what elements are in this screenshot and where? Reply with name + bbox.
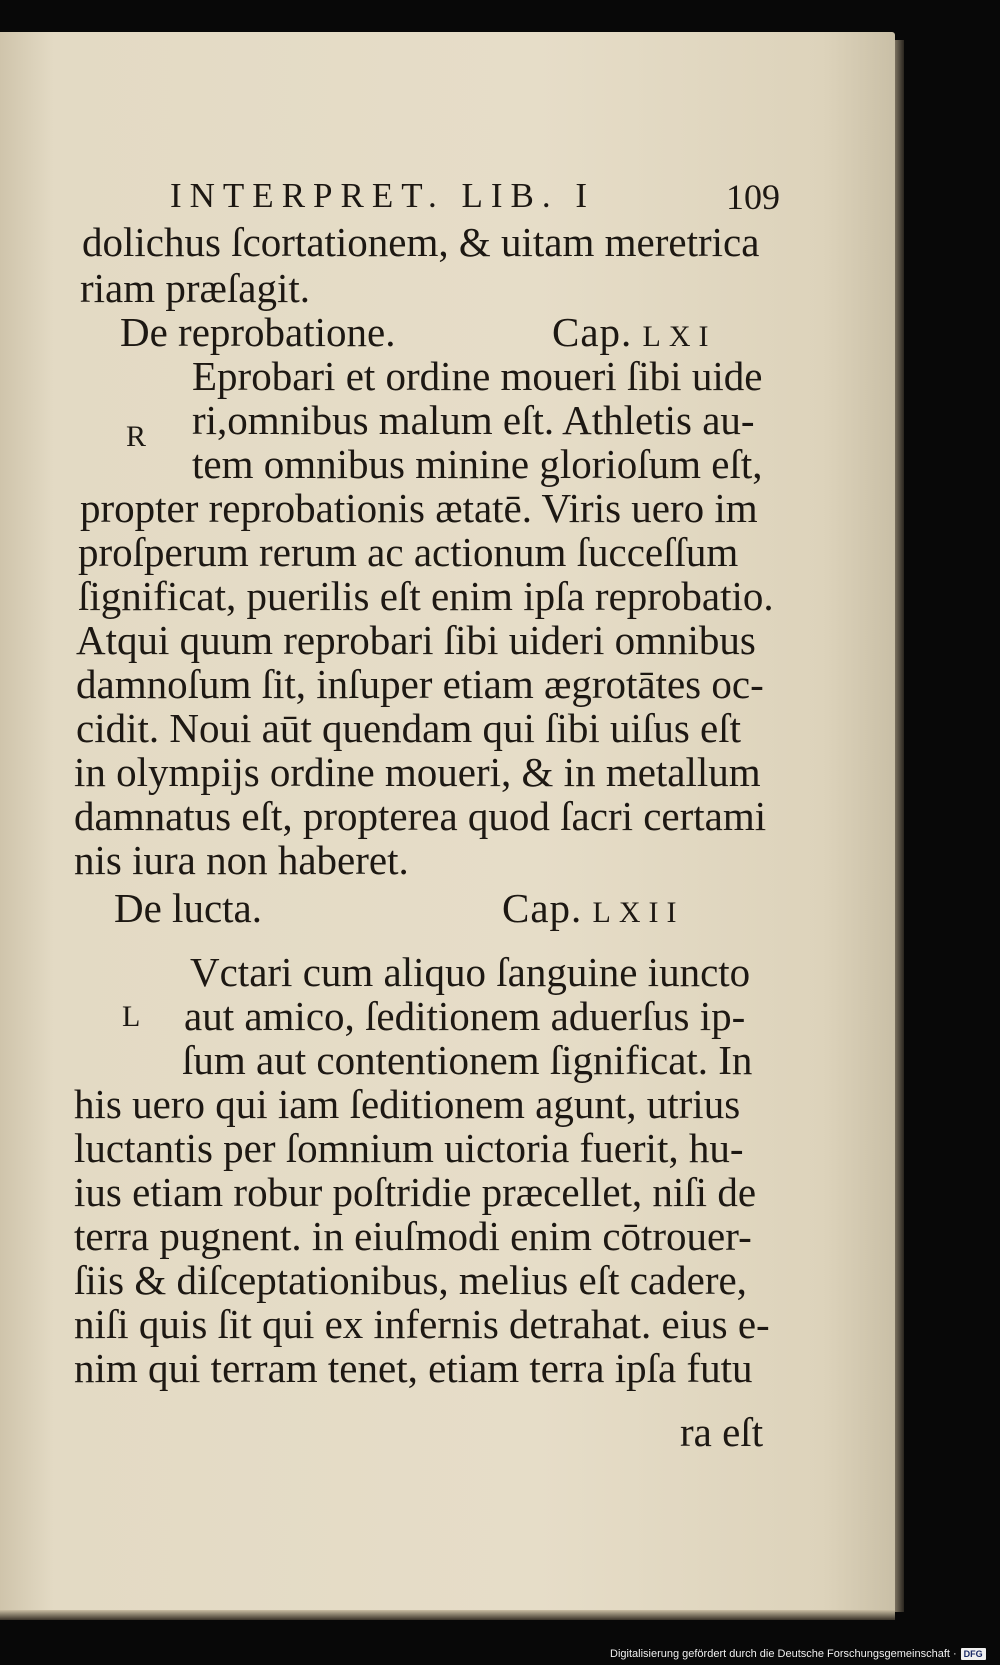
text-line: terra pugnent. in eiuſmodi enim cōtrouer- [74,1213,752,1259]
page-bottom-edge [0,1610,895,1620]
text-line: luctantis per ſomnium uictoria fuerit, hu- [74,1125,744,1171]
text-line: nis iura non haberet. [74,837,409,883]
text-line: aut amico, ſeditionem aduerſus ip- [184,993,746,1039]
initial-letter: R [126,420,147,453]
text-line: dolichus ſcortationem, & uitam meretrica [82,219,760,265]
initial-letter: L [122,1000,141,1033]
digitization-credit [610,1646,986,1662]
running-title: INTERPRET. LIB. I [170,176,596,215]
text-line: Eprobari et ordine moueri ſibi uide [192,353,763,399]
text-line: cidit. Noui aūt quendam qui ſibi uiſus eſt [76,705,742,751]
text-line: ſum aut contentionem ſignificat. In [182,1037,753,1083]
text-line: proſperum rerum ac actionum ſucceſſum [78,529,739,575]
text-line: ſignificat, puerilis eſt enim ipſa reprobatio. [78,573,774,619]
chapter-heading: De reprobatione. [120,309,396,355]
chapter-label [502,885,685,931]
chapter-number: LXII [592,896,685,929]
credit-separator: · [952,1648,957,1660]
text-line: ſiis & diſceptationibus, melius eſt cadere, [74,1257,747,1303]
page-edge [895,40,904,1612]
chapter-label [552,309,717,355]
text-line: riam præſagit. [80,265,311,311]
dfg-logo: DFG [961,1648,986,1660]
catchword: ra eſt [680,1409,764,1455]
chapter-cap: Cap. [552,309,633,355]
text-line: in olympijs ordine moueri, & in metallum [74,749,761,795]
chapter-cap: Cap. [502,885,583,931]
text-line: tem omnibus minine glorioſum eſt, [192,441,763,487]
page-number: 109 [726,177,780,217]
text-line: nim qui terram tenet, etiam terra ipſa futu [74,1345,753,1391]
text-line: Atqui quum reprobari ſibi uideri omnibus [76,617,756,663]
credit-text: Digitalisierung gefördert durch die Deutsche Forschungsgemeinschaft [610,1648,950,1660]
chapter-number: LXI [642,320,717,353]
text-line: niſi quis ſit qui ex infernis detrahat. eius e- [74,1301,770,1347]
text-line: his uero qui iam ſeditionem agunt, utrius [74,1081,741,1127]
text-line: Vctari cum aliquo ſanguine iuncto [190,949,751,995]
text-line: propter reprobationis ætatē. Viris uero im [80,485,758,531]
text-line: damnatus eſt, propterea quod ſacri certami [74,793,767,839]
text-line: damnoſum ſit, inſuper etiam ægrotātes oc- [76,661,764,707]
text-line: ius etiam robur poſtridie præcellet, niſi de [74,1169,757,1215]
text-line: ri,omnibus malum eſt. Athletis au- [192,397,755,443]
chapter-heading: De lucta. [114,885,262,931]
